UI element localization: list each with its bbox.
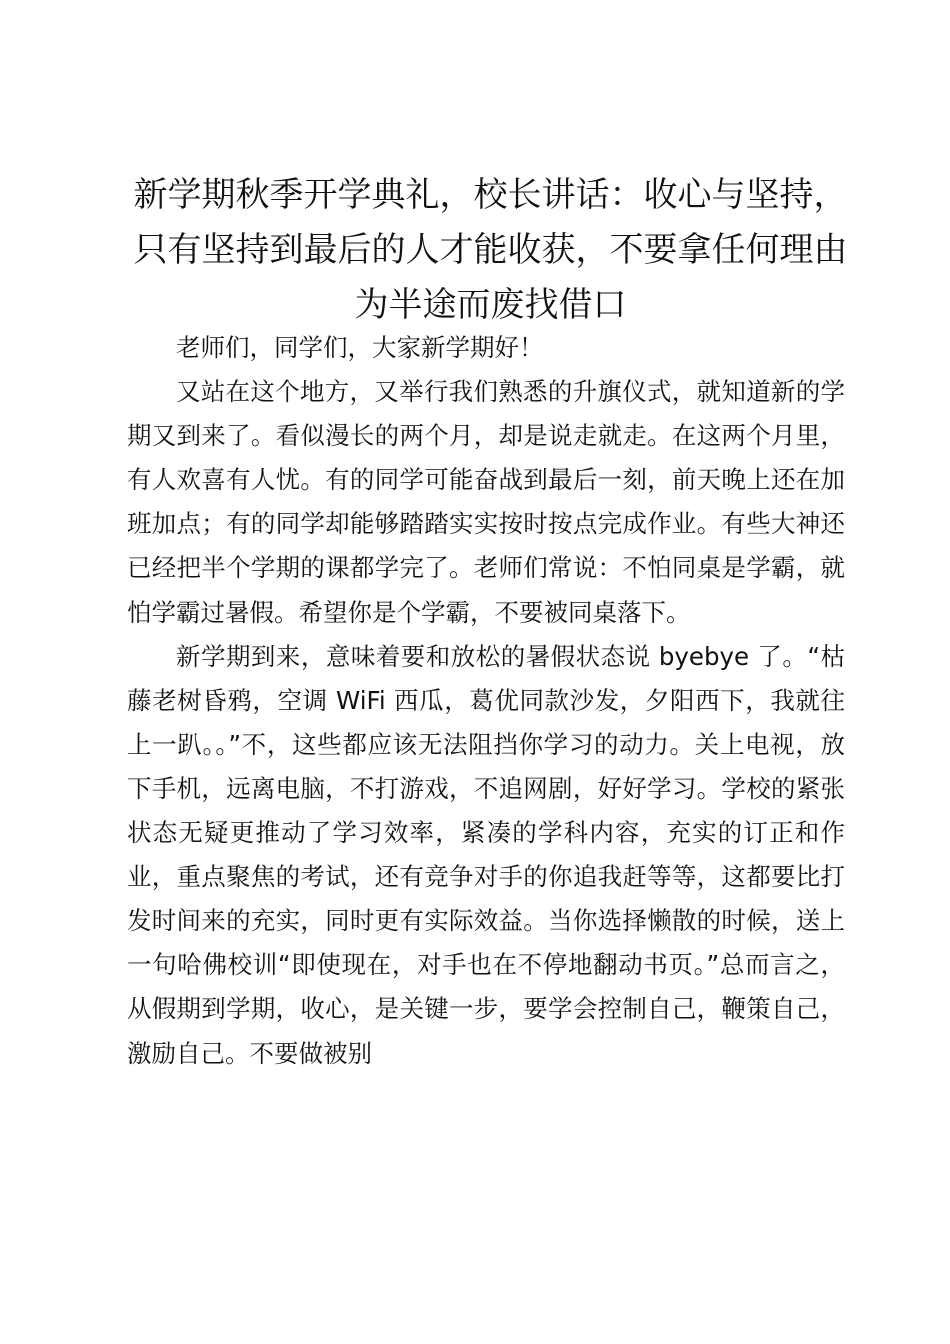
paragraph-new-term: 又站在这个地方，又举行我们熟悉的升旗仪式，就知道新的学期又到来了。看似漫长的两个月，却是说走就走。在这两个月里，有人欢喜有人忧。有的同学可能奋战到最后一刻，前天晚上还在加班加点；有的同学却能够踏踏实实按时按点完成作业。有些大神还已经把半个学期的课都学完了。老师们常说：不怕同桌是学霸，就怕学霸过暑假。希望你是个学霸，不要被同桌落下。 bbox=[127, 377, 845, 627]
paragraph-greeting: 老师们，同学们，大家新学期好！ bbox=[176, 333, 544, 362]
document-title: 新学期秋季开学典礼，校长讲话：收心与坚持，只有坚持到最后的人才能收获，不要拿任何理由为半途而废找借口 bbox=[133, 175, 848, 325]
document-body bbox=[127, 326, 845, 1076]
paragraph-focus: 新学期到来，意味着要和放松的暑假状态说 byebye 了。“枯藤老树昏鸦，空调 WiFi 西瓜，葛优同款沙发，夕阳西下，我就往上一趴。。”不，这些都应该无法阻挡你学习的动力。关上电视，放下手机，远离电脑，不打游戏，不追网剧，好好学习。学校的紧张状态无疑更推动了学习效率，紧凑的学科内容，充实的订正和作业，重点聚焦的考试，还有竞争对手的你追我赶等等，这都要比打发时间来的充实，同时更有实际效益。当你选择懒散的时候，送上一句哈佛校训“即使现在，对手也在不停地翻动书页。”总而言之，从假期到学期，收心，是关键一步，要学会控制自己，鞭策自己，激励自己。不要做被别 bbox=[127, 641, 845, 1068]
